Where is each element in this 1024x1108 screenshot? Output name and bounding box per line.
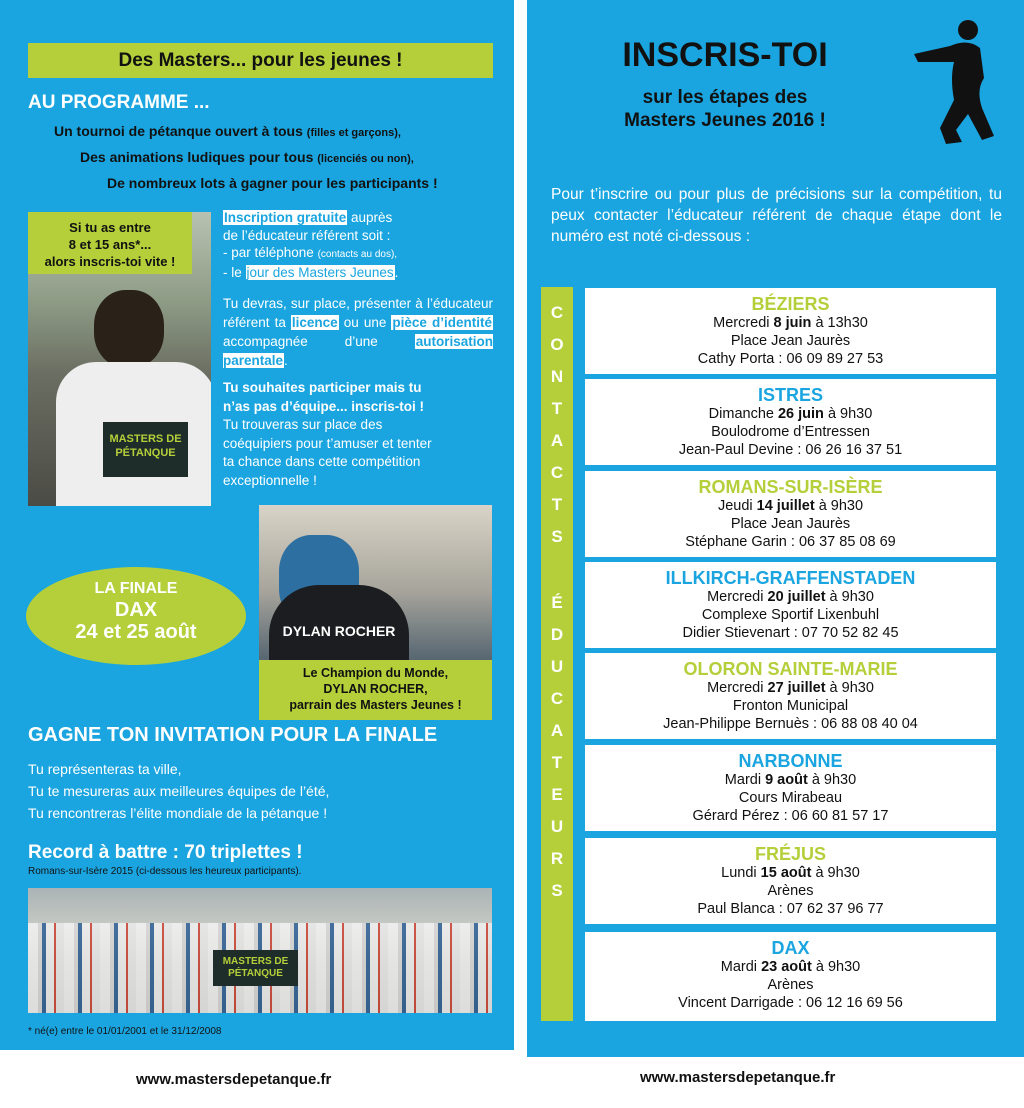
- stage-contact: Jean-Paul Devine : 06 26 16 37 51: [678, 442, 903, 458]
- stage-card: [585, 932, 996, 1021]
- right-url[interactable]: www.mastersdepetanque.fr: [640, 1069, 836, 1086]
- gagne-lines: Tu représenteras ta ville, Tu te mesureras aux meilleures équipes de l’été, Tu rencontreras l’élite mondiale de la pétanque !: [28, 761, 330, 821]
- stage-card: [585, 379, 996, 465]
- stage-city: OLORON SAINTE-MARIE: [683, 659, 898, 679]
- stage-city: ILLKIRCH-GRAFFENSTADEN: [665, 568, 916, 588]
- stage-place: Arènes: [767, 883, 814, 899]
- stage-city: FRÉJUS: [754, 844, 826, 864]
- finale-ellipse: LA FINALE DAX 24 et 25 août: [26, 567, 246, 665]
- champion-box: Le Champion du Monde, DYLAN ROCHER, parrain des Masters Jeunes !: [259, 660, 492, 720]
- stage-date: Mercredi 27 juillet à 9h30: [707, 680, 874, 696]
- stage-card: [585, 653, 996, 739]
- stage-date: Mardi 9 août à 9h30: [724, 772, 857, 788]
- stage-date: Jeudi 14 juillet à 9h30: [717, 498, 864, 514]
- stage-date: Mercredi 20 juillet à 9h30: [707, 589, 874, 605]
- stage-card: [585, 471, 996, 557]
- stage-place: Place Jean Jaurès: [730, 516, 851, 532]
- record-title: Record à battre : 70 triplettes !: [28, 842, 303, 863]
- photo-boy-back: MASTERS DE PÉTANQUE: [28, 212, 211, 506]
- programme-title: AU PROGRAMME ...: [28, 92, 210, 113]
- stage-contact: Stéphane Garin : 06 37 85 08 69: [685, 534, 896, 550]
- stage-city: ISTRES: [757, 385, 823, 405]
- left-url[interactable]: www.mastersdepetanque.fr: [136, 1071, 332, 1088]
- programme-line-1: Un tournoi de pétanque ouvert à tous (filles et garçons),: [54, 123, 401, 139]
- gagne-title: GAGNE TON INVITATION POUR LA FINALE: [28, 724, 438, 746]
- record-sub: Romans-sur-Isère 2015 (ci-dessous les heureux participants).: [28, 866, 302, 877]
- photo-group: MASTERS DE PÉTANQUE: [28, 888, 492, 1013]
- team-text: Tu souhaites participer mais tu n’as pas d’équipe... inscris-toi ! Tu trouveras sur place des coéquipiers pour t’amuser et tenter ta chance dans cette compétition exceptionnelle !: [223, 380, 432, 488]
- inscris-title: INSCRIS-TOI: [622, 36, 828, 74]
- programme-line-2: Des animations ludiques pour tous (licenciés ou non),: [80, 149, 414, 165]
- stage-place: Place Jean Jaurès: [730, 333, 851, 349]
- stage-contact: Gérard Pérez : 06 60 81 57 17: [692, 808, 889, 824]
- stage-place: Cours Mirabeau: [738, 790, 843, 806]
- petanque-player-icon: [910, 18, 1000, 148]
- intro-text: Pour t’inscrire ou pour plus de précisions sur la compétition, tu peux contacter l’éducateur référent de chaque étape dont le numéro est noté ci-dessous :: [551, 186, 1002, 245]
- programme-line-3: De nombreux lots à gagner pour les participants !: [107, 175, 438, 191]
- inscris-subtitle: sur les étapes des Masters Jeunes 2016 !: [624, 87, 826, 131]
- stage-contact: Didier Stievenart : 07 70 52 82 45: [682, 625, 899, 641]
- stage-place: Arènes: [767, 977, 814, 993]
- stage-city: NARBONNE: [738, 751, 843, 771]
- stage-date: Mercredi 8 juin à 13h30: [713, 315, 868, 331]
- stage-card: [585, 562, 996, 648]
- stage-contact: Paul Blanca : 07 62 37 96 77: [697, 901, 884, 917]
- age-box: Si tu as entre 8 et 15 ans*... alors inscris-toi vite !: [28, 212, 192, 274]
- stage-contact: Jean-Philippe Bernuès : 06 88 08 40 04: [663, 716, 918, 732]
- present-text: Tu devras, sur place, présenter à l’éducateur référent ta licence ou une pièce d’identité accompagnée d’une autorisation parentale.: [223, 296, 493, 368]
- stage-card: [585, 745, 996, 831]
- stage-contact: Vincent Darrigade : 06 12 16 69 56: [678, 995, 903, 1011]
- stage-card: [585, 288, 996, 374]
- stage-place: Boulodrome d’Entressen: [711, 424, 870, 440]
- photo-dylan-rocher: DYLAN ROCHER: [259, 505, 492, 720]
- stage-city: DAX: [771, 938, 810, 958]
- stage-card: [585, 838, 996, 924]
- stage-city: BÉZIERS: [751, 294, 830, 314]
- footnote: * né(e) entre le 01/01/2001 et le 31/12/2008: [28, 1026, 222, 1037]
- stage-city: ROMANS-SUR-ISÈRE: [698, 477, 883, 497]
- inscription-text: Inscription gratuite auprès de l’éducateur référent soit : - par téléphone (contacts au dos), - le jour des Masters Jeunes.: [223, 210, 399, 280]
- stage-contact: Cathy Porta : 06 09 89 27 53: [697, 351, 884, 367]
- stage-date: Lundi 15 août à 9h30: [721, 865, 860, 881]
- stage-date: Dimanche 26 juin à 9h30: [708, 406, 873, 422]
- left-banner: Des Masters... pour les jeunes !: [28, 43, 493, 78]
- stage-date: Mardi 23 août à 9h30: [720, 959, 861, 975]
- stage-place: Complexe Sportif Lixenbuhl: [701, 607, 880, 623]
- stage-place: Fronton Municipal: [732, 698, 849, 714]
- contacts-educateurs-bar: C O N T A C T S É D U C A T E U R S: [541, 287, 573, 1021]
